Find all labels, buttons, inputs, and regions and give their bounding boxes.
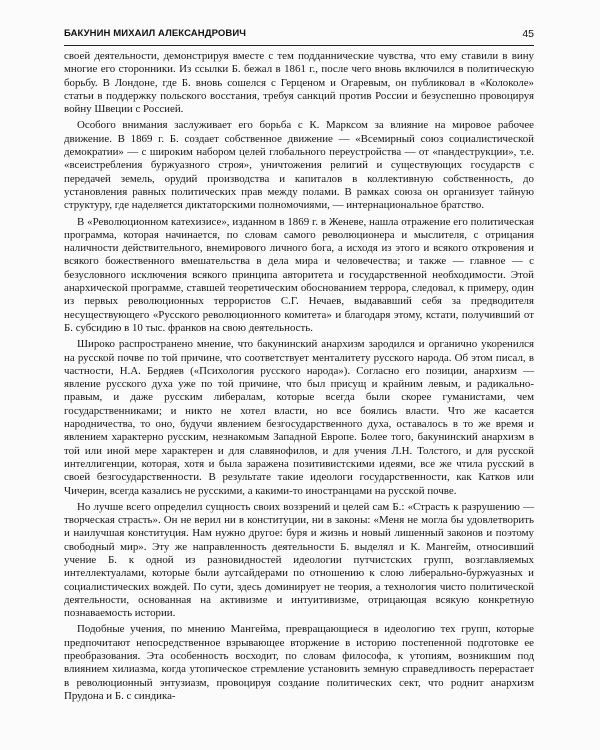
page-number: 45 [522,28,534,40]
paragraph: В «Революционном катехизисе», изданном в 1869 г. в Женеве, нашла отражение его политическая программа, которая начинается, по словам самого революционера и мыслителя, с отрицания наличности действительного, внемирового личного бога, а исходя из этого и всякого откровения и всякого божественного вмешательства в дела мира и человечества; и также — главное — с безусловного исключения всякого принципа авторитета и государственной необходимости. Этой анархической программе, ставшей теоретическим обоснованием террора, следовал, к примеру, один из первых революционных террористов С.Г. Нечаев, выдававший себя за предводителя несуществующего «Русского революционного комитета» и благодаря этому, кстати, получивший от Б. субсидию в 10 тыс. франков на свою деятельность. [64,215,534,334]
paragraph: Широко распространено мнение, что бакунинский анархизм зародился и органично укоренился на русской почве по той причине, что соответствует менталитету русского народа. Об этом писал, в частности, Н.А. Бердяев («Психология русского народа»). Согласно его позиции, анархизм — явление русского духа уже по той причине, что был присущ и крайним левым, и радикально-правым, и даже русским либералам, которые всегда были скорее гуманистами, чем государственниками; и никто не хотел власти, но все боялись власти. Что же касается народничества, то оно, будучи явлением безгосударственного духа, оставалось в то же время и явлением характерно русским, незнакомым Западной Европе. Более того, бакунинский анархизм в той или иной мере характерен и для славянофилов, и для учения Л.Н. Толстого, и для русской интеллигенции, которая, хотя и была заражена позитивистскими идеями, все же чтила русский в своей безгосударственности. В результате такие идеологи государственности, как Катков или Чичерин, всегда казались не русскими, а какими-то иностранцами на русской почве. [64,338,534,497]
paragraph: своей деятельности, демонстрируя вместе с тем подданнические чувства, что ему ставили в вину многие его сторонники. Из ссылки Б. бежал в 1861 г., после чего вновь включился в политическую борьбу. В Лондоне, где Б. вновь сошелся с Герценом и Огаревым, он публиковал в «Колоколе» статьи в поддержку польского восстания, требуя санкций против России и безуспешно провоцируя войну Швеции с Россией. [64,50,534,116]
article-body [64,50,534,703]
paragraph: Но лучше всего определил сущность своих воззрений и целей сам Б.: «Страсть к разрушению — творческая страсть». Он не верил ни в конституции, ни в законы: «Меня не могла бы удовлетворить и наилучшая конституция. Нам нужно другое: буря и жизнь и новый лишенный законов и поэтому свободный мир». Эту же направленность деятельности Б. выделял и К. Мангейм, относивший учение Б. к одной из разновидностей идеологии путчистских групп, возглавляемых интеллектуалами, которые были аутсайдерами по отношению к слою либерально-буржуазных и социалистических вождей. По сути, здесь доминирует не теория, а технология чисто политической деятельности, основанная на активизме и интуитивизме, отрицающая всякую конкретную познаваемость истории. [64,500,534,620]
header-rule [64,45,534,46]
paragraph: Особого внимания заслуживает его борьба с К. Марксом за влияние на мировое рабочее движение. В 1869 г. Б. создает собственное движение — «Всемирный союз социалистической демократии» — с широким набором целей глобального переустройства — от «пандеструкции», т.е. «всеистребления буржуазного строя», уничтожения религий и существующих государств с передачей земель, орудий производства и капиталов в коллективную собственность, до установления равных политических прав между полами. В рамках союза он организует тайную структуру, где наделяется диктаторскими полномочиями, — интернациональное братство. [64,119,534,212]
running-title: БАКУНИН МИХАИЛ АЛЕКСАНДРОВИЧ [64,28,247,39]
paragraph: Подобные учения, по мнению Мангейма, превращающиеся в идеологию тех групп, которые предпочитают непосредственное взрывающее вторжение в историю постепенной подготовке ее преобразования. Эта особенность восходит, по словам философа, к утопиям, возникшим под влиянием хилиазма, когда утопическое стремление установить земную справедливость перерастает в революционный энтузиазм, провоцируя создание политических сект, что роднит анархизм Прудона и Б. с синдика- [64,623,534,702]
running-header [64,28,534,44]
